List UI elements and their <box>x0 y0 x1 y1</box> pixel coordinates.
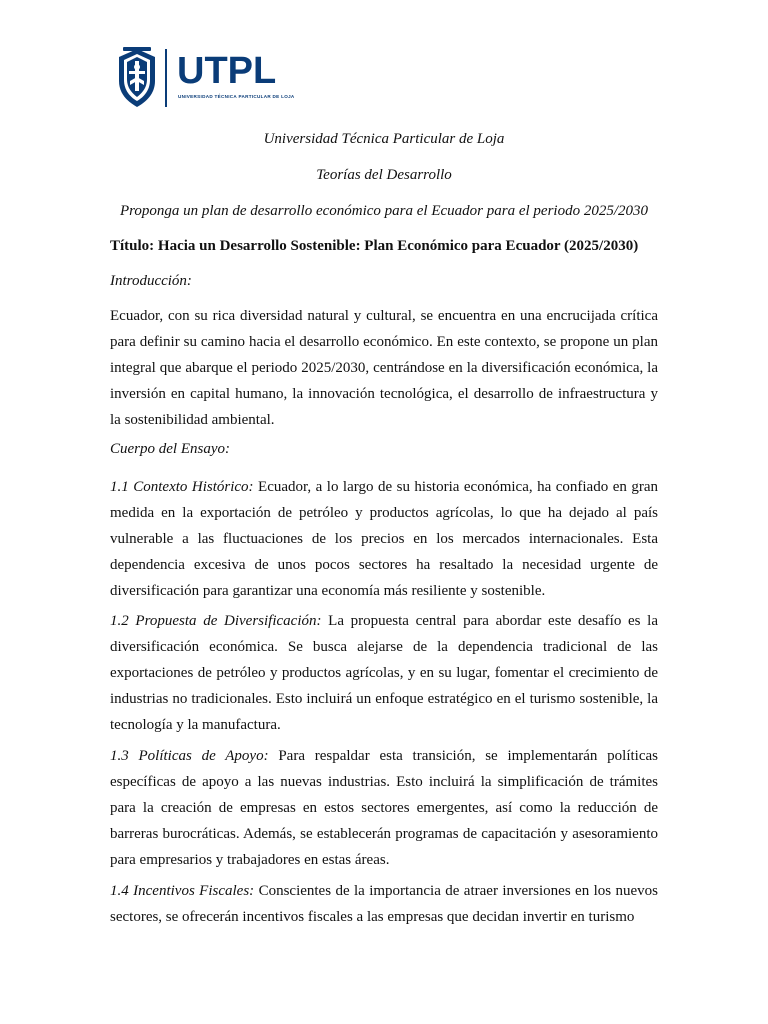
intro-heading: Introducción: <box>110 273 192 289</box>
section-paragraph <box>110 878 658 930</box>
section-paragraph <box>110 743 658 873</box>
section-text: Conscientes de la importancia de atraer inversiones en los nuevos sectores, se ofrecerán incentivos fiscales a las empresas que decidan invertir en turismo <box>110 883 658 925</box>
logo-subtitle: UNIVERSIDAD TÉCNICA PARTICULAR DE LOJA <box>178 94 295 99</box>
logo-wordmark: UTPL <box>177 50 277 92</box>
intro-paragraph: Ecuador, con su rica diversidad natural y cultural, se encuentra en una encrucijada crítica para definir su camino hacia el desarrollo económico. En este contexto, se propone un plan integral que abarque el periodo 2025/2030, centrándose en la diversificación económica, la inversión en capital humano, la innovación tecnológica, el desarrollo de infraestructura y la sostenibilidad ambiental. <box>110 308 658 428</box>
section-label: 1.2 Propuesta de Diversificación: <box>110 613 322 629</box>
section-label: 1.1 Contexto Histórico: <box>110 479 254 495</box>
section-text: Ecuador, a lo largo de su historia económica, ha confiado en gran medida en la exportación de petróleo y productos agrícolas, lo que ha dejado al país vulnerable a las fluctuaciones de los precios en los mercados internacionales. Esta dependencia excesiva de unos pocos sectores ha resaltado la necesidad urgente de diversificación para garantizar una economía más resiliente y sostenible. <box>110 479 658 599</box>
section-label: 1.3 Políticas de Apoyo: <box>110 748 269 764</box>
crest-icon <box>115 47 159 109</box>
assignment-prompt: Proponga un plan de desarrollo económico para el Ecuador para el periodo 2025/2030 <box>119 203 648 219</box>
course-name: Teorías del Desarrollo <box>316 167 452 183</box>
section-text: La propuesta central para abordar este desafío es la diversificación económica. Se busca alejarse de la dependencia tradicional de las exportaciones de petróleo y productos agrícolas, y en su lugar, fomentar el crecimiento de industrias no tradicionales. Esto incluirá un enfoque estratégico en el turismo sostenible, la tecnología y la manufactura. <box>110 613 658 733</box>
section-text: Para respaldar esta transición, se implementarán políticas específicas de apoyo a las nuevas industrias. Esto incluirá la simplificación de trámites para la creación de empresas en estos sectores emergentes, así como la reducción de barreras burocráticas. Además, se establecerán programas de capacitación y asesoramiento para empresarios y trabajadores en estas áreas. <box>110 748 659 868</box>
section-paragraph <box>110 608 658 738</box>
essay-title: Título: Hacia un Desarrollo Sostenible: Plan Económico para Ecuador (2025/2030) <box>110 238 639 254</box>
section-paragraph <box>110 474 658 604</box>
body-heading: Cuerpo del Ensayo: <box>110 441 230 457</box>
section-label: 1.4 Incentivos Fiscales: <box>110 883 255 899</box>
logo-divider <box>165 49 167 107</box>
university-name: Universidad Técnica Particular de Loja <box>263 131 505 147</box>
utpl-logo <box>115 47 315 113</box>
